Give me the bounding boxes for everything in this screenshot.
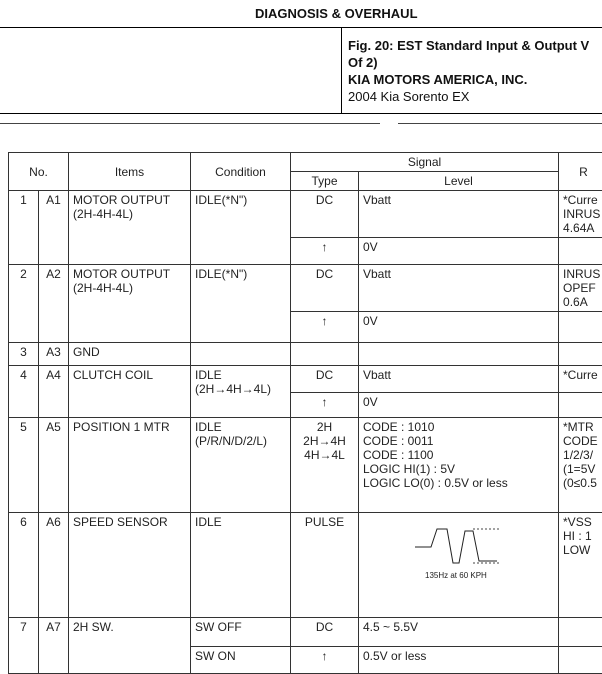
cell-text: IDLE <box>195 515 286 529</box>
info-rule <box>0 113 602 114</box>
cell-text: 0V <box>363 395 554 409</box>
row-item <box>69 343 191 366</box>
cell-text: 1/2/3/ <box>563 448 602 462</box>
waveform-caption: 135Hz at 60 KPH <box>425 569 554 583</box>
cell-text: A3 <box>43 345 64 359</box>
row-remark <box>559 191 602 238</box>
cell-text: DC <box>295 193 354 207</box>
cell-text: DC <box>295 267 354 281</box>
signal-type <box>291 343 359 366</box>
cell-text: 4.5 ~ 5.5V <box>363 620 554 634</box>
cell-text: INRUS <box>563 207 602 221</box>
vehicle-name: 2004 Kia Sorento EX <box>348 88 589 105</box>
cell-text: A6 <box>43 515 64 529</box>
cell-text: A2 <box>43 267 64 281</box>
row-number <box>9 191 39 265</box>
cell-text: CODE : 1010 <box>363 420 554 434</box>
cell-text: A1 <box>43 193 64 207</box>
cell-text: 0V <box>363 240 554 254</box>
cell-text: Vbatt <box>363 193 554 207</box>
cell-text: LOW <box>563 543 602 557</box>
cell-text: CLUTCH COIL <box>73 368 186 382</box>
signal-type <box>291 418 359 513</box>
row-condition <box>191 618 291 647</box>
signal-level <box>359 343 559 366</box>
info-divider <box>341 28 342 113</box>
figure-caption-line2: Of 2) <box>348 54 589 71</box>
row-number <box>9 265 39 343</box>
row-pin <box>39 366 69 418</box>
cell-text: 2H→4H <box>295 434 354 448</box>
header-type: Type <box>291 172 359 191</box>
signal-level <box>359 191 559 238</box>
cell-text: 0.6A <box>563 295 602 309</box>
row-pin <box>39 513 69 618</box>
cell-text: MOTOR OUTPUT <box>73 267 186 281</box>
cell-text: *MTR <box>563 420 602 434</box>
cell-text: SW OFF <box>195 620 286 634</box>
signal-type <box>291 238 359 265</box>
cell-text: *VSS <box>563 515 602 529</box>
row-remark <box>559 343 602 366</box>
row-item <box>69 618 191 674</box>
figure-caption-line1: Fig. 20: EST Standard Input & Output V <box>348 37 589 54</box>
cell-text: OPEF <box>563 281 602 295</box>
row-remark <box>559 513 602 618</box>
cell-text: LOGIC LO(0) : 0.5V or less <box>363 476 554 490</box>
cell-text: (2H→4H→4L) <box>195 382 286 396</box>
table-row <box>9 366 602 393</box>
table-row <box>9 343 602 366</box>
row-number <box>9 343 39 366</box>
row-pin <box>39 265 69 343</box>
table-row <box>9 513 602 618</box>
cell-text: CODE : 0011 <box>363 434 554 448</box>
header-rule <box>0 27 602 28</box>
cell-text: A7 <box>43 620 64 634</box>
cell-text: ↑ <box>295 314 354 328</box>
row-remark <box>559 647 602 674</box>
cell-text: (1=5V <box>563 462 602 476</box>
row-remark <box>559 238 602 265</box>
table-row <box>9 265 602 312</box>
cell-text: 4H→4L <box>295 448 354 462</box>
table-row <box>9 191 602 238</box>
row-pin <box>39 418 69 513</box>
cell-text: CODE : 1100 <box>363 448 554 462</box>
row-condition <box>191 265 291 343</box>
separator-bar <box>0 123 380 124</box>
cell-text: (2H-4H-4L) <box>73 207 186 221</box>
row-condition <box>191 343 291 366</box>
cell-text: DC <box>295 368 354 382</box>
header-level: Level <box>359 172 559 191</box>
row-condition <box>191 647 291 674</box>
cell-text: ↑ <box>295 649 354 663</box>
header-no: No. <box>9 153 69 191</box>
cell-text: HI : 1 <box>563 529 602 543</box>
row-item <box>69 265 191 343</box>
row-condition <box>191 191 291 265</box>
row-item <box>69 418 191 513</box>
cell-text: IDLE(*N") <box>195 193 286 207</box>
cell-text: (P/R/N/D/2/L) <box>195 434 286 448</box>
signal-type <box>291 513 359 618</box>
signal-type <box>291 366 359 393</box>
header-signal: Signal <box>291 153 559 172</box>
row-item <box>69 191 191 265</box>
row-pin <box>39 191 69 265</box>
cell-text: 6 <box>13 515 34 529</box>
cell-text: Vbatt <box>363 368 554 382</box>
cell-text: MOTOR OUTPUT <box>73 193 186 207</box>
cell-text: (2H-4H-4L) <box>73 281 186 295</box>
cell-text: 0V <box>363 314 554 328</box>
row-item <box>69 366 191 418</box>
row-condition <box>191 513 291 618</box>
row-item <box>69 513 191 618</box>
cell-text: 7 <box>13 620 34 634</box>
cell-text: 2H <box>295 420 354 434</box>
company-name: KIA MOTORS AMERICA, INC. <box>348 71 589 88</box>
row-remark <box>559 393 602 418</box>
signal-type <box>291 312 359 343</box>
cell-text: ↑ <box>295 240 354 254</box>
cell-text: 0.5V or less <box>363 649 554 663</box>
cell-text: A5 <box>43 420 64 434</box>
cell-text: DC <box>295 620 354 634</box>
header-items: Items <box>69 153 191 191</box>
row-condition <box>191 366 291 418</box>
row-number <box>9 513 39 618</box>
cell-text: 5 <box>13 420 34 434</box>
cell-text: 4 <box>13 368 34 382</box>
signal-level <box>359 647 559 674</box>
signal-level <box>359 238 559 265</box>
row-remark <box>559 618 602 647</box>
signal-type <box>291 265 359 312</box>
cell-text: IDLE <box>195 420 286 434</box>
pulse-waveform-icon <box>413 523 503 567</box>
cell-text: LOGIC HI(1) : 5V <box>363 462 554 476</box>
figure-info <box>348 37 589 105</box>
signal-type <box>291 393 359 418</box>
header-condition: Condition <box>191 153 291 191</box>
cell-text: 1 <box>13 193 34 207</box>
cell-text: Vbatt <box>363 267 554 281</box>
cell-text: 2 <box>13 267 34 281</box>
signal-level <box>359 418 559 513</box>
cell-text: IDLE(*N") <box>195 267 286 281</box>
separator-bar-right <box>398 123 602 124</box>
table-row <box>9 418 602 513</box>
signal-type <box>291 647 359 674</box>
cell-text: *Curre <box>563 368 602 382</box>
cell-text: INRUS <box>563 267 602 281</box>
page-header <box>0 0 602 25</box>
signal-type <box>291 618 359 647</box>
signal-level <box>359 366 559 393</box>
cell-text: SW ON <box>195 649 286 663</box>
row-number <box>9 418 39 513</box>
row-number <box>9 366 39 418</box>
row-pin <box>39 343 69 366</box>
cell-text: SPEED SENSOR <box>73 515 186 529</box>
row-pin <box>39 618 69 674</box>
cell-text: PULSE <box>295 515 354 529</box>
row-remark <box>559 366 602 393</box>
cell-text: 4.64A <box>563 221 602 235</box>
signal-type <box>291 191 359 238</box>
cell-text: 3 <box>13 345 34 359</box>
signal-level <box>359 513 559 618</box>
cell-text: ↑ <box>295 395 354 409</box>
cell-text: A4 <box>43 368 64 382</box>
cell-text: CODE <box>563 434 602 448</box>
cell-text: POSITION 1 MTR <box>73 420 186 434</box>
signal-level <box>359 393 559 418</box>
row-remark <box>559 312 602 343</box>
row-remark <box>559 265 602 312</box>
cell-text: GND <box>73 345 186 359</box>
row-condition <box>191 418 291 513</box>
signal-level <box>359 265 559 312</box>
header-remark: R <box>559 153 602 191</box>
cell-text: (0≤0.5 <box>563 476 602 490</box>
cell-text: IDLE <box>195 368 286 382</box>
row-remark <box>559 418 602 513</box>
row-number <box>9 618 39 674</box>
page-title: DIAGNOSIS & OVERHAUL <box>255 6 418 21</box>
table-row <box>9 618 602 647</box>
cell-text: *Curre <box>563 193 602 207</box>
signal-level <box>359 312 559 343</box>
cell-text: 2H SW. <box>73 620 186 634</box>
signal-table <box>8 152 602 674</box>
signal-level <box>359 618 559 647</box>
